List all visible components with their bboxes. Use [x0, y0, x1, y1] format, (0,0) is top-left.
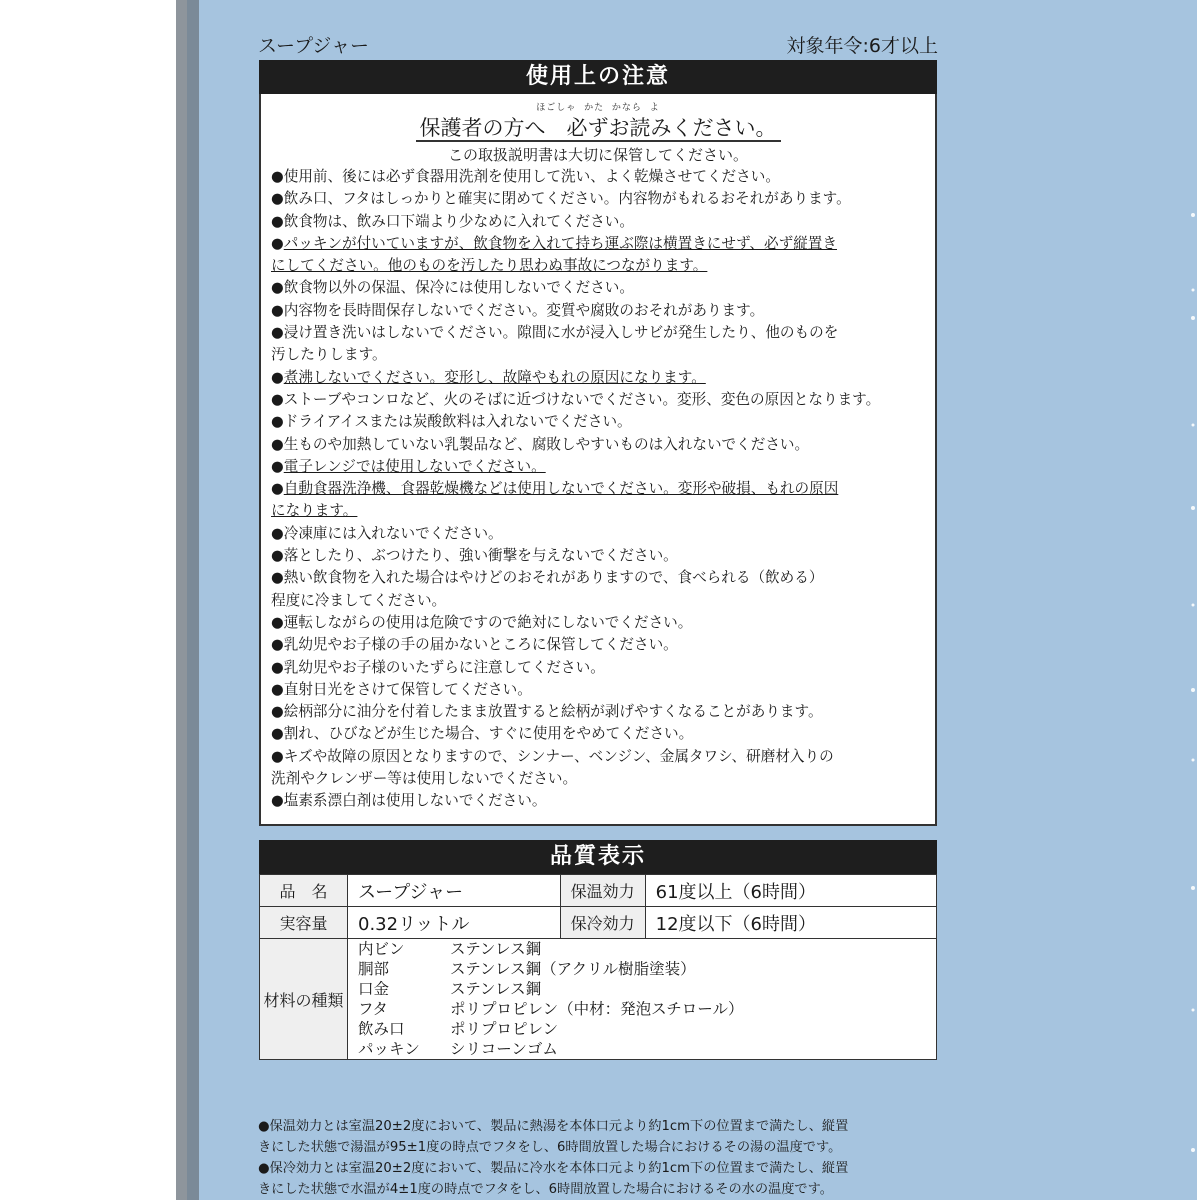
- bullet-icon: ●: [271, 792, 284, 810]
- list-item: [271, 233, 931, 278]
- notice-item-text: 電子レンジでは使用しないでください。: [283, 457, 546, 475]
- notice-item-text: 浸け置き洗いはしないでください。隙間に水が浸入しサビが発生したり、他のものを 汚したりします。: [271, 324, 839, 364]
- table-row: [260, 875, 937, 907]
- list-item: [271, 211, 931, 233]
- notice-item-text: ストーブやコンロなど、火のそばに近づけないでください。変形、変色の原因となります。: [283, 390, 881, 408]
- heat-label: 保温効力: [560, 875, 645, 907]
- bullet-icon: ●: [271, 725, 284, 743]
- list-item: [271, 523, 931, 545]
- quality-table: [259, 874, 937, 1060]
- notice-item-text: 熱い飲食物を入れた場合はやけどのおそれがありますので、食べられる（飲める） 程度に冷ましてください。: [271, 569, 824, 609]
- notice-item-text: 内容物を長時間保存しないでください。変質や腐敗のおそれがあります。: [283, 301, 765, 319]
- guardian-text: 保護者の方へ 必ずお読みください。: [416, 116, 781, 142]
- notice-item-text: ドライアイスまたは炭酸飲料は入れないでください。: [283, 413, 632, 431]
- material-cell: [348, 939, 937, 1060]
- list-item: [271, 188, 931, 210]
- notice-item-text: 割れ、ひびなどが生じた場合、すぐに使用をやめてください。: [283, 725, 694, 743]
- bullet-icon: ●: [271, 390, 284, 408]
- cold-label: 保冷効力: [560, 907, 645, 939]
- table-row: [260, 939, 937, 1060]
- guardian-heading: [261, 112, 935, 142]
- material-value: ポリプロピレン: [450, 1020, 559, 1038]
- footnote: ●保温効力とは室温20±2度において、製品に熱湯を本体口元より約1cm下の位置まで満たし、縦置 きにした状態で湯温が95±1度の時点でフタをし、6時間放置した場合におけるその湯の温度です。: [258, 1119, 849, 1155]
- material-value: ポリプロピレン（中材：発泡スチロール）: [450, 1000, 744, 1018]
- notice-item-text: 生ものや加熱していない乳製品など、腐敗しやすいものは入れないでください。: [283, 435, 810, 453]
- material-part: 飲み口: [358, 1020, 405, 1038]
- material-row: [358, 939, 926, 959]
- list-item: [271, 701, 931, 723]
- material-part: 胴部: [358, 960, 390, 978]
- heat-value: 61度以上（6時間）: [645, 875, 936, 907]
- list-item: [271, 634, 931, 656]
- material-row: [358, 959, 926, 979]
- footnote: ●保冷効力とは室温20±2度において、製品に冷水を本体口元より約1cm下の位置まで満たし、縦置 きにした状態で水温が4±1度の時点でフタをし、6時間放置した場合におけるその水の温度です。: [258, 1161, 849, 1197]
- list-item: [271, 367, 931, 389]
- bullet-icon: ●: [271, 190, 284, 208]
- keep-manual-note: この取扱説明書は大切に保管してください。: [447, 146, 748, 164]
- list-item: [271, 456, 931, 478]
- bullet-icon: ●: [271, 680, 284, 698]
- notice-item-text: 直射日光をさけて保管してください。: [283, 680, 532, 698]
- notice-item-text: パッキンが付いていますが、飲食物を入れて持ち運ぶ際は横置きにせず、必ず縦置き にしてください。他のものを汚したり思わぬ事故につながります。: [271, 234, 837, 275]
- name-value: スープジャー: [348, 875, 561, 907]
- bullet-icon: ●: [271, 234, 284, 252]
- table-row: [260, 907, 937, 939]
- bullet-icon: ●: [271, 168, 284, 185]
- material-row: [358, 999, 926, 1019]
- bullet-icon: ●: [271, 279, 284, 297]
- bullet-icon: ●: [271, 569, 284, 587]
- bullet-icon: ●: [271, 703, 284, 721]
- bullet-icon: ●: [271, 413, 284, 431]
- target-age: 対象年令:6才以上: [786, 35, 938, 57]
- material-row: [358, 979, 926, 999]
- notice-item-text: 飲食物は、飲み口下端より少なめに入れてください。: [283, 212, 634, 230]
- material-list: [358, 939, 926, 1059]
- list-item: [271, 545, 931, 567]
- list-item: [271, 300, 931, 322]
- material-value: シリコーンゴム: [450, 1040, 558, 1058]
- notice-list: [271, 166, 931, 813]
- notice-box: [259, 94, 937, 826]
- notice-item-text: 絵柄部分に油分を付着したまま放置すると絵柄が剥げやすくなることがあります。: [283, 703, 823, 721]
- notice-item-text: キズや故障の原因となりますので、シンナー、ベンジン、金属タワシ、研磨材入りの 洗剤やクレンザー等は使用しないでください。: [271, 747, 834, 788]
- capacity-label: 実容量: [260, 907, 348, 939]
- material-part: パッキン: [358, 1040, 420, 1058]
- bullet-icon: ●: [271, 636, 284, 654]
- notice-item-text: 乳幼児やお子様のいたずらに注意してください。: [283, 658, 605, 676]
- list-item: [271, 478, 931, 523]
- bullet-icon: ●: [271, 613, 284, 631]
- list-item: [271, 411, 931, 433]
- notice-item-text: 使用前、後には必ず食器用洗剤を使用して洗い、よく乾燥させてください。: [283, 168, 780, 185]
- cold-value: 12度以下（6時間）: [645, 907, 936, 939]
- material-row: [358, 1039, 926, 1059]
- quality-title: 品質表示: [259, 840, 937, 874]
- list-item: [271, 723, 931, 745]
- list-item: [271, 679, 931, 701]
- capacity-value: 0.32リットル: [348, 907, 561, 939]
- bullet-icon: ●: [271, 457, 284, 475]
- list-item: [271, 434, 931, 456]
- package-edge: [176, 0, 187, 1200]
- bullet-icon: ●: [271, 212, 284, 230]
- product-name: スープジャー: [258, 35, 369, 57]
- notice-title: 使用上の注意: [259, 60, 937, 94]
- list-item: [271, 277, 931, 299]
- list-item: [271, 322, 931, 367]
- name-label: 品 名: [260, 875, 348, 907]
- bullet-icon: ●: [271, 301, 284, 319]
- material-part: フタ: [358, 1000, 388, 1018]
- material-value: ステンレス鋼（アクリル樹脂塗装）: [450, 960, 696, 978]
- bullet-icon: ●: [271, 547, 284, 565]
- bullet-icon: ●: [271, 658, 284, 676]
- notice-item-text: 落としたり、ぶつけたり、強い衝撃を与えないでください。: [283, 547, 678, 565]
- notice-item-text: 塩素系漂白剤は使用しないでください。: [283, 792, 547, 810]
- bullet-icon: ●: [271, 524, 284, 542]
- list-item: [271, 166, 931, 188]
- notice-item-text: 運転しながらの使用は危険ですので絶対にしないでください。: [283, 613, 693, 631]
- bullet-icon: ●: [271, 435, 284, 453]
- list-item: [271, 612, 931, 634]
- material-part: 口金: [358, 980, 390, 998]
- list-item: [271, 657, 931, 679]
- footnotes: [258, 1116, 948, 1200]
- list-item: [271, 389, 931, 411]
- notice-item-text: 飲み口、フタはしっかりと確実に閉めてください。内容物がもれるおそれがあります。: [283, 190, 851, 208]
- furigana: ほごしゃ かた かなら よ: [536, 103, 660, 113]
- bullet-icon: ●: [271, 368, 284, 386]
- list-item: [271, 790, 931, 812]
- bullet-icon: ●: [271, 747, 284, 765]
- star-decoration: [1185, 0, 1200, 1200]
- material-part: 内ビン: [358, 940, 405, 958]
- notice-item-text: 飲食物以外の保温、保冷には使用しないでください。: [283, 279, 634, 297]
- material-label: 材料の種類: [260, 939, 348, 1060]
- bullet-icon: ●: [271, 324, 284, 342]
- notice-item-text: 煮沸しないでください。変形し、故障やもれの原因になります。: [283, 368, 706, 386]
- list-item: [271, 746, 931, 791]
- list-item: [271, 567, 931, 612]
- notice-item-text: 乳幼児やお子様の手の届かないところに保管してください。: [283, 636, 678, 654]
- material-value: ステンレス鋼: [450, 940, 542, 958]
- notice-item-text: 自動食器洗浄機、食器乾燥機などは使用しないでください。変形や破損、もれの原因 になります。: [271, 480, 839, 520]
- material-row: [358, 1019, 926, 1039]
- bullet-icon: ●: [271, 480, 284, 498]
- material-value: ステンレス鋼: [450, 980, 542, 998]
- notice-item-text: 冷凍庫には入れないでください。: [283, 524, 503, 542]
